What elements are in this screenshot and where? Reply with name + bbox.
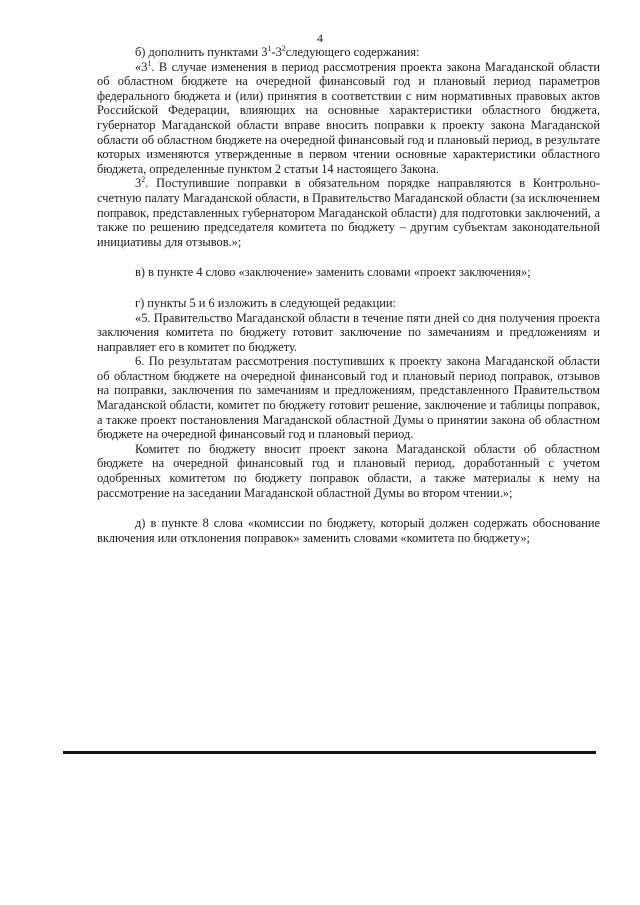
paragraph-d: д) в пункте 8 слова «комиссии по бюджету, который должен содержать обоснование включения или отклонения поправок» заменить словами «комитета по бюджету»; — [97, 516, 600, 545]
document-body — [97, 45, 600, 545]
paragraph-6-continued: Комитет по бюджету вносит проект закона Магаданской области об областном бюджете на очередной финансовый год и плановый период, доработанный с учетом одобренных комитетом по бюджету поправок области, а также материалы к нему на рассмотрение на заседании Магаданской областной Думы во втором чтении.»; — [97, 441, 600, 500]
paragraph-v: в) в пункте 4 слово «заключение» заменить словами «проект заключения»; — [135, 265, 531, 280]
page-number: 4 — [317, 31, 323, 45]
paragraph-b-intro-text-a: б) дополнить пунктами 3 — [135, 45, 268, 59]
paragraph-3-1-prefix: «3 — [135, 59, 148, 74]
paragraph-3-2-superscript: 2 — [141, 175, 146, 185]
paragraph-b-intro-text-b: -3 — [271, 45, 282, 59]
paragraph-3-2-text: . Поступившие поправки в обязательном порядке направляются в Контрольно-счетную палату Магаданской области, в Правительство Магаданской области (за исключением поправок, представленных губернатором Магаданской области) для подготовки заключений, а также по решению председателя комитета по бюджету – другим субъектам законодательной инициативы для отзывов.»; — [97, 176, 600, 249]
paragraph-b-intro — [97, 45, 600, 60]
superscript-1: 1 — [267, 43, 272, 53]
paragraph-b-intro-text-c: следующего содержания: — [285, 45, 420, 59]
paragraph-g-intro: г) пункты 5 и 6 изложить в следующей редакции: — [135, 295, 396, 310]
paragraph-3-1-text: . В случае изменения в период рассмотрения проекта закона Магаданской области об областном бюджете на очередной финансовый год и плановый период параметров федерального бюджета и (или) принятия в соответствии с ним нормативных правовых актов Российской Федерации, влияющих на основные характеристики областного бюджета, губернатор Магаданской области вправе вносить поправки к проекту закона Магаданской области об областном бюджете на очередной финансовый год и плановый период, в результате которых изменяются утвержденные в первом чтении основные характеристики областного бюджета, определенные пунктом 2 статьи 14 настоящего Закона. — [97, 59, 600, 176]
paragraph-5: «5. Правительство Магаданской области в течение пяти дней со дня получения проекта заключения комитета по бюджету готовит заключение по замечаниям и предложениям и направляет его в комитет по бюджету. — [97, 310, 600, 354]
paragraph-3-1-superscript: 1 — [147, 58, 152, 68]
paragraph-3-1 — [97, 60, 600, 177]
paragraph-6: 6. По результатам рассмотрения поступивших к проекту закона Магаданской области об областном бюджете на очередной финансовый год и плановый период поправок, отзывов на поправки, заключения по замечаниям и предложениям, представленного Правительством Магаданской области, комитет по бюджету готовит решение, заключение и таблицы поправок, а также проект постановления Магаданской областной Думы о принятии закона об областном бюджете на очередной финансовый год и плановый период. — [97, 354, 600, 442]
paragraph-3-2-prefix: 3 — [135, 176, 142, 191]
bottom-divider-line — [63, 751, 596, 754]
superscript-2: 2 — [281, 43, 286, 53]
paragraph-3-2 — [97, 176, 600, 249]
